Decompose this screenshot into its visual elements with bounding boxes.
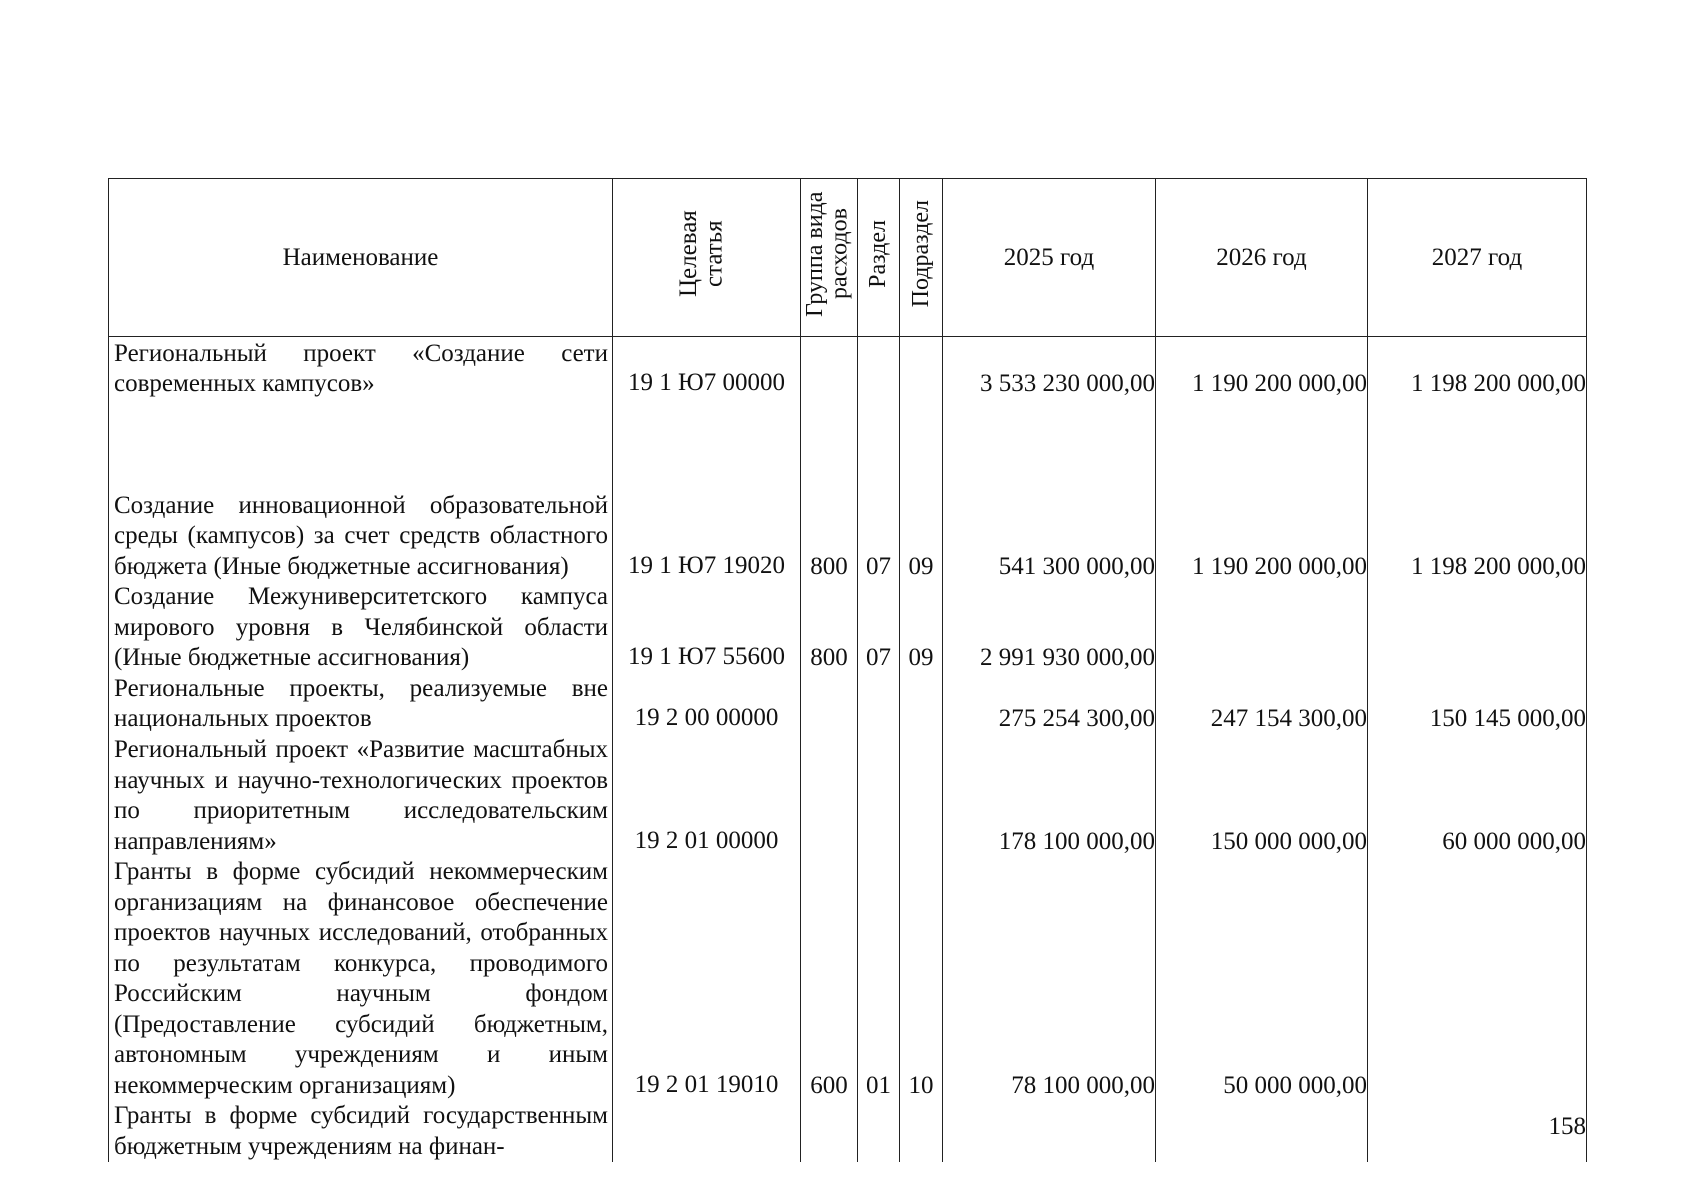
row-name: Региональный проект «Создание сети современных кампусов» bbox=[109, 337, 613, 400]
header-name: Наименование bbox=[109, 179, 613, 337]
header-2027: 2027 год bbox=[1368, 179, 1587, 337]
row-amount-2025: 2 991 930 000,00 bbox=[943, 582, 1156, 674]
row-amount-2026 bbox=[1156, 1101, 1368, 1162]
row-subsection: 10 bbox=[900, 857, 943, 1101]
header-row bbox=[109, 179, 1587, 337]
row-name: Создание Межуниверситетского кампуса мирового уровня в Челябинской области (Иные бюджетные ассигнования) bbox=[109, 582, 613, 674]
row-amount-2026 bbox=[1156, 582, 1368, 674]
row-target-article: 19 2 01 19010 bbox=[613, 857, 801, 1101]
row-target-article: 19 1 Ю7 55600 bbox=[613, 582, 801, 674]
row-amount-2027: 60 000 000,00 bbox=[1368, 735, 1587, 858]
row-subsection bbox=[900, 735, 943, 858]
row-amount-2026: 1 190 200 000,00 bbox=[1156, 337, 1368, 400]
row-expense-group bbox=[801, 735, 858, 858]
row-name: Гранты в форме субсидий государственным бюджетным учреждениям на финан- bbox=[109, 1101, 613, 1162]
row-expense-group bbox=[801, 1101, 858, 1162]
row-name: Создание инновационной образовательной среды (кампусов) за счет средств областного бюджета (Иные бюджетные ассигнования) bbox=[109, 400, 613, 583]
row-amount-2027 bbox=[1368, 857, 1587, 1101]
header-subsection: Подраздел bbox=[900, 179, 943, 337]
row-target-article: 19 2 00 00000 bbox=[613, 674, 801, 735]
budget-table bbox=[108, 178, 1587, 1162]
row-target-article bbox=[613, 1101, 801, 1162]
row-expense-group bbox=[801, 674, 858, 735]
row-section: 01 bbox=[858, 857, 900, 1101]
table-row bbox=[109, 582, 1587, 674]
table-row bbox=[109, 337, 1587, 400]
row-section bbox=[858, 674, 900, 735]
row-name: Региональные проекты, реализуемые вне национальных проектов bbox=[109, 674, 613, 735]
header-section: Раздел bbox=[858, 179, 900, 337]
page-number: 158 bbox=[1548, 1113, 1586, 1140]
row-target-article: 19 1 Ю7 19020 bbox=[613, 400, 801, 583]
row-amount-2027 bbox=[1368, 582, 1587, 674]
row-section: 07 bbox=[858, 582, 900, 674]
row-amount-2026: 150 000 000,00 bbox=[1156, 735, 1368, 858]
row-subsection bbox=[900, 674, 943, 735]
header-expense-group: Группа вида расходов bbox=[801, 179, 858, 337]
row-section bbox=[858, 735, 900, 858]
row-expense-group: 800 bbox=[801, 400, 858, 583]
table-row bbox=[109, 400, 1587, 583]
table-row bbox=[109, 857, 1587, 1101]
row-section bbox=[858, 1101, 900, 1162]
row-name: Гранты в форме субсидий некоммерческим организациям на финансовое обеспечение проектов научных исследований, отобранных по результатам конкурса, проводимого Российским научным фондом (Предоставление субсидий бюджетным, автономным учреждениям и иным некоммерческим организациям) bbox=[109, 857, 613, 1101]
row-amount-2025: 3 533 230 000,00 bbox=[943, 337, 1156, 400]
row-amount-2025: 178 100 000,00 bbox=[943, 735, 1156, 858]
row-section: 07 bbox=[858, 400, 900, 583]
row-subsection: 09 bbox=[900, 400, 943, 583]
header-target-article: Целевая статья bbox=[613, 179, 801, 337]
table-row bbox=[109, 1101, 1587, 1162]
row-subsection bbox=[900, 1101, 943, 1162]
header-2025: 2025 год bbox=[943, 179, 1156, 337]
row-subsection: 09 bbox=[900, 582, 943, 674]
row-name: Региональный проект «Развитие масштабных научных и научно-технологических проектов по приоритетным исследовательским направлениям» bbox=[109, 735, 613, 858]
row-subsection bbox=[900, 337, 943, 400]
row-amount-2027: 150 145 000,00 bbox=[1368, 674, 1587, 735]
row-target-article: 19 1 Ю7 00000 bbox=[613, 337, 801, 400]
row-amount-2025: 275 254 300,00 bbox=[943, 674, 1156, 735]
row-amount-2027: 1 198 200 000,00 bbox=[1368, 337, 1587, 400]
table-row bbox=[109, 674, 1587, 735]
row-expense-group: 800 bbox=[801, 582, 858, 674]
row-amount-2026: 1 190 200 000,00 bbox=[1156, 400, 1368, 583]
row-expense-group bbox=[801, 337, 858, 400]
row-target-article: 19 2 01 00000 bbox=[613, 735, 801, 858]
header-2026: 2026 год bbox=[1156, 179, 1368, 337]
row-expense-group: 600 bbox=[801, 857, 858, 1101]
row-amount-2026: 247 154 300,00 bbox=[1156, 674, 1368, 735]
row-amount-2025 bbox=[943, 1101, 1156, 1162]
row-amount-2025: 541 300 000,00 bbox=[943, 400, 1156, 583]
row-amount-2026: 50 000 000,00 bbox=[1156, 857, 1368, 1101]
row-amount-2027: 1 198 200 000,00 bbox=[1368, 400, 1587, 583]
table-row bbox=[109, 735, 1587, 858]
row-amount-2025: 78 100 000,00 bbox=[943, 857, 1156, 1101]
row-section bbox=[858, 337, 900, 400]
